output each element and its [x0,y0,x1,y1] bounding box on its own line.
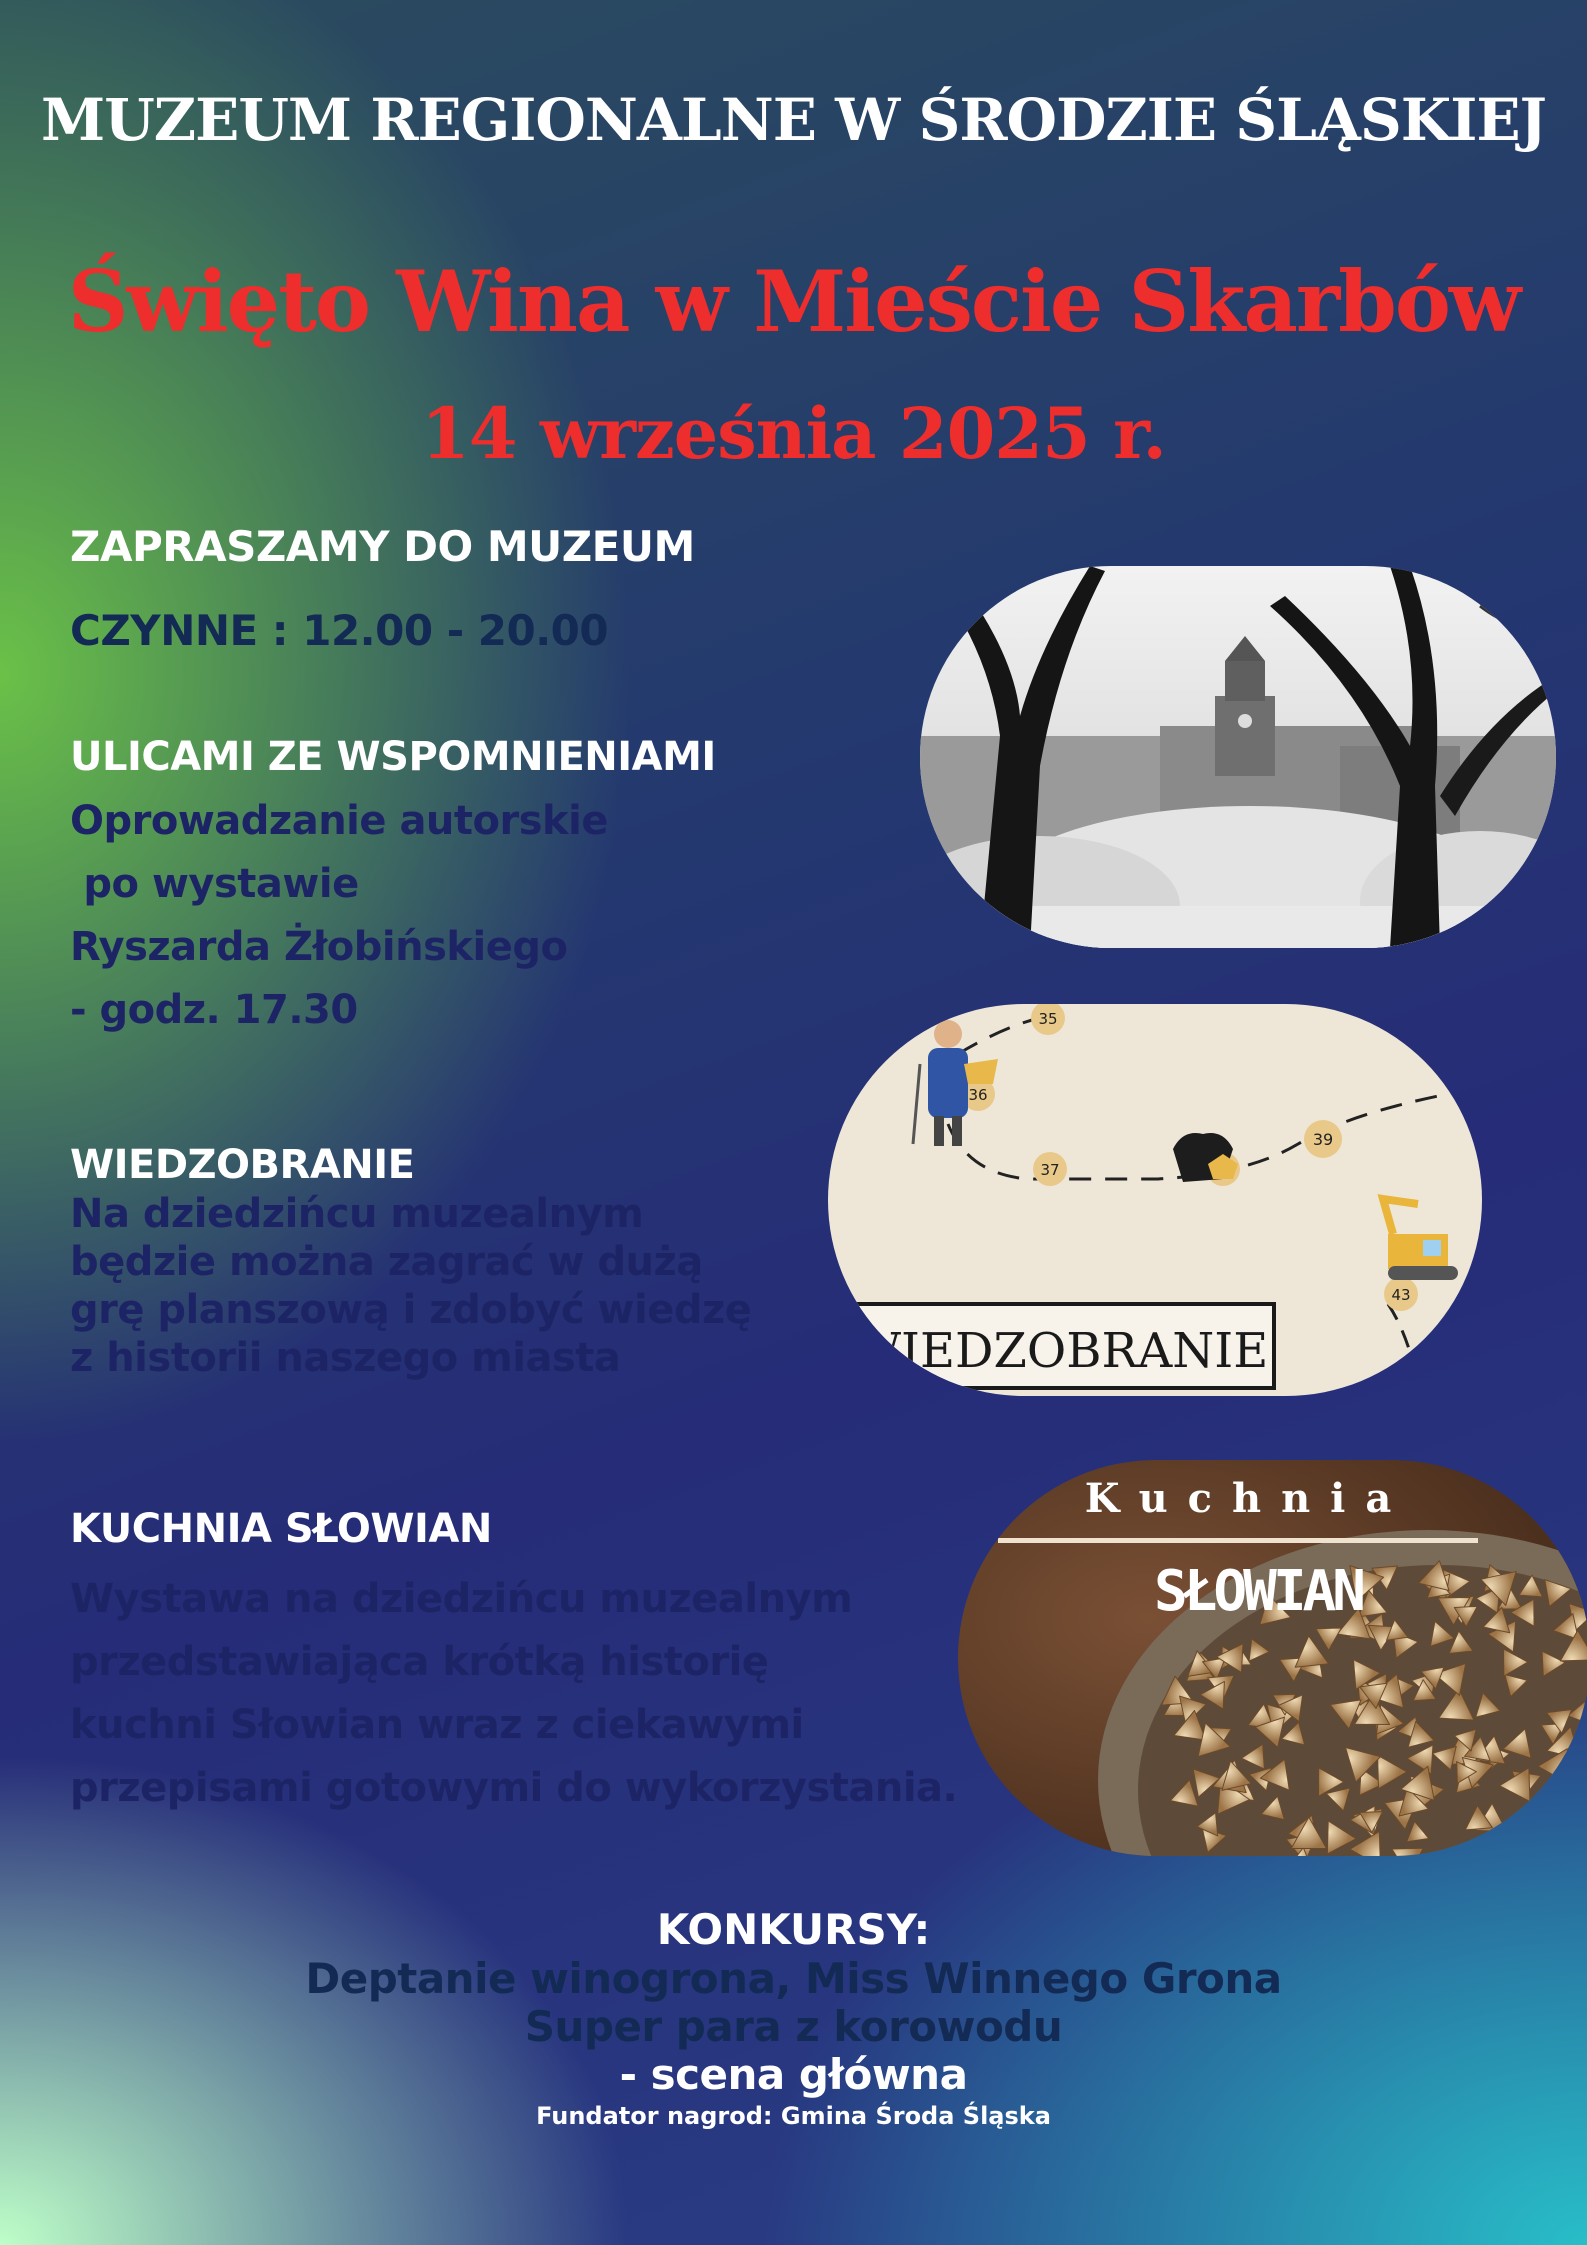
section-body-streets [70,790,608,1042]
svg-text:36: 36 [968,1086,988,1104]
wiedzobranie-label: WIEDZOBRANIE [851,1323,1269,1379]
buckwheat-grain [1512,1825,1558,1856]
svg-text:35: 35 [1038,1010,1058,1028]
section-line: Oprowadzanie autorskie [70,798,608,844]
section-line: kuchni Słowian wraz z ciekawymi [70,1702,804,1748]
kitchen-divider [998,1538,1478,1543]
section-line: Wystawa na dziedzińcu muzealnym [70,1576,853,1622]
board-number-37 [1033,1152,1067,1186]
museum-title: MUZEUM REGIONALNE W ŚRODZIE ŚLĄSKIEJ [41,86,1546,154]
board-game-photo [828,1004,1482,1396]
section-line: grę planszową i zdobyć wiedzę [70,1287,752,1333]
opening-hours: CZYNNE : 12.00 - 20.00 [70,606,609,655]
event-title: Święto Wina w Mieście Skarbów [67,252,1520,351]
contests-block [0,1905,1587,2131]
board-number-39 [1304,1120,1342,1158]
section-line: będzie można zagrać w dużą [70,1239,703,1285]
section-line: po wystawie [70,861,359,907]
section-body-wiedzobranie [70,1190,751,1382]
buckwheat-grain [1513,1842,1543,1856]
kitchen-word-1: Kuchnia [1084,1475,1412,1522]
kitchen-word-2: SŁOWIAN [1153,1559,1363,1624]
section-line: przepisami gotowymi do wykorzystania. [70,1765,958,1811]
section-line: przedstawiająca krótką historię [70,1639,769,1685]
buckwheat-grain [1559,1840,1587,1856]
event-date: 14 września 2025 r. [421,392,1166,475]
prize-sponsor: Fundator nagrod: Gmina Środa Śląska [536,2102,1051,2130]
svg-text:43: 43 [1391,1286,1411,1304]
invite-heading: ZAPRASZAMY DO MUZEUM [70,522,695,571]
winter-town-photo [920,566,1556,948]
section-body-kitchen [70,1568,957,1820]
section-title-streets: ULICAMI ZE WSPOMNIENIAMI [70,734,716,780]
contests-title: KONKURSY: [656,1905,931,1954]
buckwheat-grain [1533,1826,1567,1856]
winter-photo-svg [920,566,1556,948]
section-title-wiedzobranie: WIEDZOBRANIE [70,1142,415,1188]
section-line: - godz. 17.30 [70,987,358,1033]
section-line: Ryszarda Żłobińskiego [70,924,568,970]
svg-text:39: 39 [1312,1130,1334,1149]
section-line: Na dziedzińcu muzealnym [70,1191,644,1237]
contests-line: - scena główna [619,2050,968,2099]
kitchen-photo-svg [958,1460,1587,1856]
board-number-43 [1384,1277,1418,1311]
section-title-kitchen: KUCHNIA SŁOWIAN [70,1506,492,1552]
board-photo-svg [828,1004,1482,1396]
contests-line: Deptanie winogrona, Miss Winnego Grona [305,1954,1282,2003]
buckwheat-photo [958,1460,1587,1856]
svg-text:37: 37 [1040,1161,1060,1179]
contests-line: Super para z korowodu [524,2002,1063,2051]
section-line: z historii naszego miasta [70,1335,621,1381]
